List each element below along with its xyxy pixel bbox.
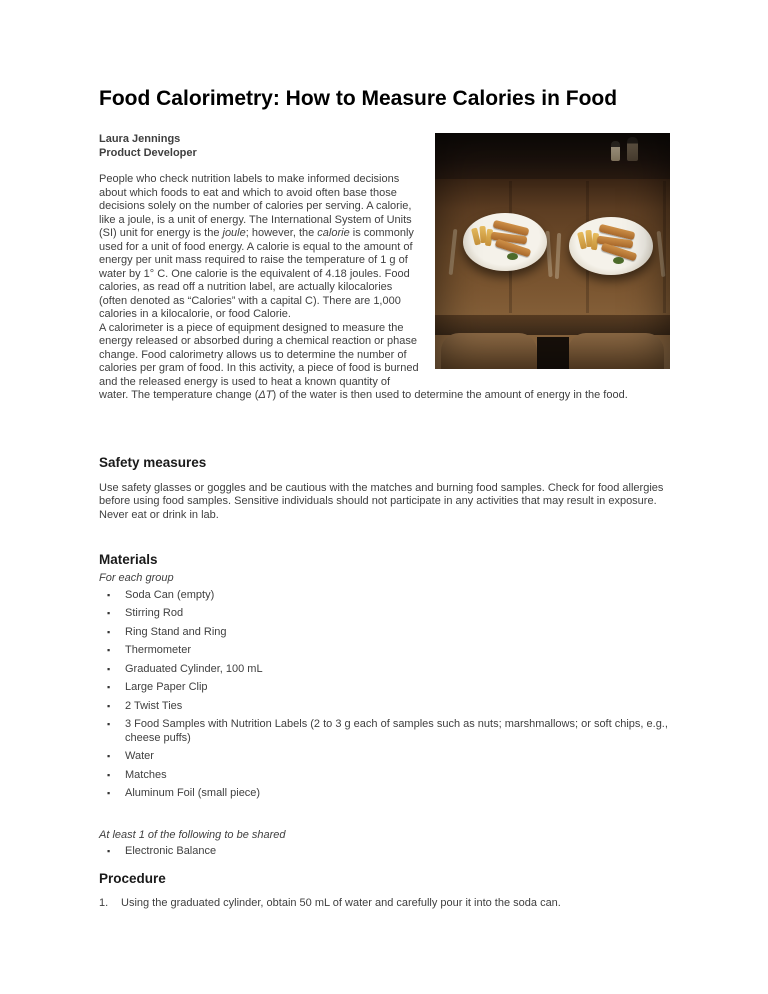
materials-item: ▪ Water (99, 750, 670, 764)
pepper-shaker (627, 137, 638, 161)
procedure-steps (99, 897, 670, 911)
materials-item: ▪ 2 Twist Ties (99, 700, 670, 714)
procedure-step: Using the graduated cylinder, obtain 50 mL of water and carefully pour it into the soda can. (121, 896, 561, 909)
materials-item: ▪ Thermometer (99, 644, 670, 658)
materials-item: ▪ Matches (99, 769, 670, 783)
chair-right (568, 333, 664, 369)
materials-group-note: For each group (99, 572, 174, 584)
author-role: Product Developer (99, 146, 197, 159)
table-edge-shadow (435, 315, 670, 335)
safety-body: Use safety glasses or goggles and be cautious with the matches and burning food samples. Check for food allergies before using food samples. Sensitive individuals should not participate in any activities that may result in exposure. Never eat or drink in lab. (99, 481, 664, 521)
materials-item: ▪ 3 Food Samples with Nutrition Labels (2 to 3 g each of samples such as nuts; marshmallows; or soft chips, e.g., cheese puffs) (99, 718, 670, 745)
intro-paragraph-1: People who check nutrition labels to make informed decisions about which foods to eat and which to avoid often base those decisions solely on the number of calories per serving. A calorie, like a joule, is a unit of energy. The International System of Units (SI) unit for energy is the joule; however, the calorie is commonly used for a unit of food energy. A calorie is equal to the amount of energy per unit mass required to raise the temperature of 1 g of water by 1° C. One calorie is the equivalent of 4.18 joules. Food calories, as read off a nutrition label, are actually kilocalories (often denoted as “Calories” with a capital C). There are 1,000 calories in a kilocalorie, or food Calorie. (99, 173, 414, 320)
page-title: Food Calorimetry: How to Measure Calories in Food (99, 87, 618, 110)
dinner-plates-photo (435, 133, 670, 369)
materials-shared-list (99, 845, 670, 859)
plate-right (569, 217, 653, 275)
materials-item: ▪ Graduated Cylinder, 100 mL (99, 663, 670, 677)
salt-shaker (611, 141, 620, 161)
procedure-heading: Procedure (99, 870, 166, 886)
author-name: Laura Jennings (99, 133, 181, 145)
chair-left (441, 333, 537, 369)
materials-heading: Materials (99, 552, 158, 567)
materials-item: ▪ Ring Stand and Ring (99, 626, 670, 640)
safety-heading: Safety measures (99, 454, 207, 470)
materials-shared-item: ▪ Electronic Balance (99, 845, 670, 859)
materials-item: ▪ Aluminum Foil (small piece) (99, 787, 670, 801)
green-garnish (613, 257, 624, 264)
plate-left (463, 213, 547, 271)
materials-list (99, 589, 670, 801)
green-garnish (507, 253, 518, 260)
intro-paragraph-2: A calorimeter is a piece of equipment designed to measure the energy released or absorbed during a chemical reaction or phase change. Food calorimetry allows us to determine the number of calories per gram of food. In this activity, a piece of food is burned and the released energy is used to heat a known quantity of water. The temperature change (ΔT) of the water is then used to determine the amount of energy in the food. (99, 321, 628, 401)
materials-item: ▪ Stirring Rod (99, 607, 670, 621)
chair-gap (537, 337, 569, 369)
materials-shared-note: At least 1 of the following to be shared (99, 828, 286, 841)
materials-item: ▪ Large Paper Clip (99, 681, 670, 695)
materials-item: ▪ Soda Can (empty) (99, 589, 670, 603)
